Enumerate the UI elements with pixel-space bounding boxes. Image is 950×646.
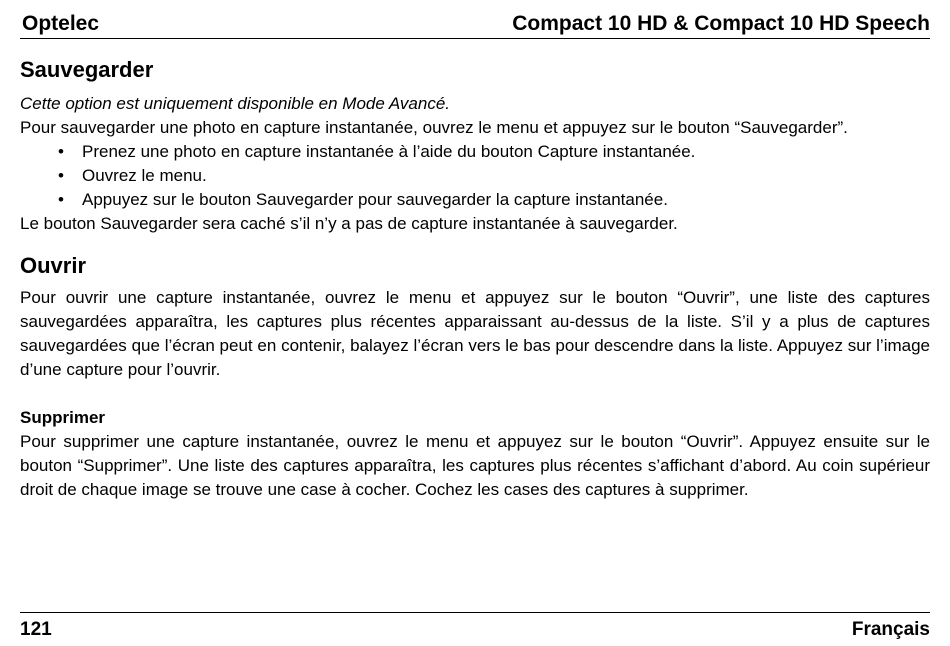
section-delete-title: Supprimer bbox=[20, 408, 106, 427]
section-save-title: Sauvegarder bbox=[20, 57, 154, 82]
header-brand: Optelec bbox=[22, 12, 100, 35]
section-delete-body: Pour supprimer une capture instantanée, ouvrez le menu et appuyez sur le bouton “Ouvrir”. Appuyez ensuite sur le bouton “Supprimer”. Une liste des captures apparaîtra, les captures plus récentes s’affichant d’abord. Au coin supérieur droit de chaque image se trouve une case à cocher. Cochez les cases des captures à supprimer. bbox=[20, 432, 930, 499]
bullet-icon: • bbox=[58, 190, 64, 209]
bullet-icon: • bbox=[58, 166, 64, 185]
section-open-title: Ouvrir bbox=[20, 253, 87, 278]
footer-language: Français bbox=[851, 619, 930, 640]
step-text: Appuyez sur le bouton Sauvegarder pour sauvegarder la capture instantanée. bbox=[82, 190, 668, 209]
list-item bbox=[20, 140, 930, 164]
page-content bbox=[20, 56, 930, 502]
section-save-steps bbox=[20, 140, 930, 212]
document-page bbox=[20, 0, 930, 646]
list-item bbox=[20, 164, 930, 188]
page-header bbox=[20, 10, 930, 39]
step-text: Ouvrez le menu. bbox=[82, 166, 207, 185]
page-number: 121 bbox=[20, 619, 52, 640]
section-save-outro: Le bouton Sauvegarder sera caché s’il n’y a pas de capture instantanée à sauvegarder. bbox=[20, 214, 678, 233]
list-item bbox=[20, 188, 930, 212]
section-save-intro: Pour sauvegarder une photo en capture instantanée, ouvrez le menu et appuyez sur le bouton “Sauvegarder”. bbox=[20, 118, 848, 137]
bullet-icon: • bbox=[58, 142, 64, 161]
section-open-body: Pour ouvrir une capture instantanée, ouvrez le menu et appuyez sur le bouton “Ouvrir”, une liste des captures sauvegardées apparaîtra, les captures plus récentes apparaissant au-dessus de la liste. S’il y a plus de captures sauvegardées que l’écran peut en contenir, balayez l’écran vers le bas pour descendre dans la liste. Appuyez sur l’image d’une capture pour l’ouvrir. bbox=[20, 288, 930, 379]
header-product: Compact 10 HD & Compact 10 HD Speech bbox=[512, 12, 930, 35]
step-text: Prenez une photo en capture instantanée à l’aide du bouton Capture instantanée. bbox=[82, 142, 696, 161]
section-save-note: Cette option est uniquement disponible en Mode Avancé. bbox=[20, 94, 451, 113]
page-footer bbox=[20, 612, 930, 645]
